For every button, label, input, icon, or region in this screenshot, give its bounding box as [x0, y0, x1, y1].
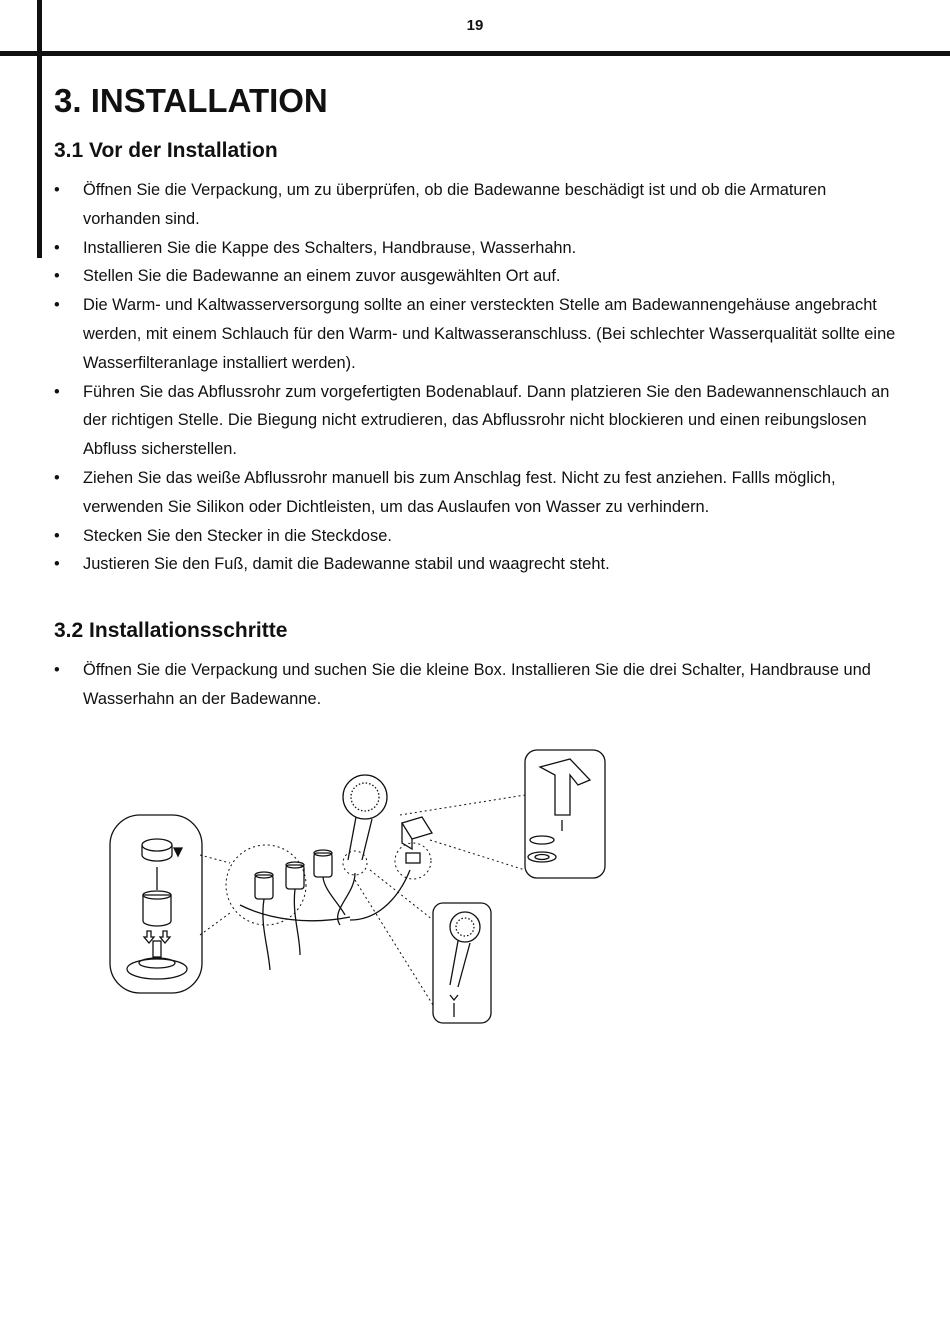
- leader-lines: [200, 795, 525, 1005]
- hand-shower: [338, 775, 410, 925]
- list-item: [54, 378, 904, 464]
- bullet-glyph: •: [54, 526, 60, 545]
- list-item: [54, 656, 904, 714]
- page-number: 19: [466, 17, 484, 34]
- bullet-glyph: •: [54, 181, 60, 199]
- section-3-1-list: [54, 176, 904, 579]
- bullet-glyph: •: [54, 296, 60, 315]
- installation-diagram: [100, 745, 620, 1030]
- list-item: [54, 176, 904, 234]
- section-3-2-title: 3.2 Installationsschritte: [54, 619, 288, 642]
- hand-shower-detail: [433, 903, 491, 1023]
- list-item-text: Öffnen Sie die Verpackung und suchen Sie die kleine Box. Installieren Sie die drei Schalter, Handbrause und Wasserhahn an der Badewanne.: [83, 661, 871, 708]
- chapter-heading: 3. INSTALLATION: [54, 82, 328, 119]
- bullet-glyph: •: [54, 238, 60, 257]
- bullet-glyph: •: [54, 382, 60, 401]
- three-valves: [240, 850, 350, 970]
- header-rule: [0, 51, 950, 56]
- list-item: [54, 550, 904, 579]
- list-item-text: Führen Sie das Abflussrohr zum vorgefertigten Bodenablauf. Dann platzieren Sie den Badewannenschlauch an der richtigen Stelle. Die Biegung nicht extrudieren, das Abflussrohr nicht blockieren und einen reibungslosen Abfluss sicherstellen.: [83, 382, 890, 459]
- bullet-glyph: •: [54, 468, 60, 487]
- list-item-text: Stecken Sie den Stecker in die Steckdose.: [83, 526, 392, 545]
- switch-cap-detail: [110, 815, 202, 993]
- bullet-glyph: •: [54, 661, 60, 679]
- bullet-glyph: •: [54, 555, 60, 574]
- valve-highlight-circle: [226, 845, 306, 925]
- list-item: [54, 291, 904, 377]
- bullet-glyph: •: [54, 267, 60, 286]
- list-item: [54, 234, 904, 263]
- faucet-detail: [525, 750, 605, 878]
- list-item: [54, 464, 904, 522]
- left-vertical-rule: [37, 0, 42, 258]
- list-item-text: Justieren Sie den Fuß, damit die Badewanne stabil und waagrecht steht.: [83, 555, 610, 574]
- list-item-text: Ziehen Sie das weiße Abflussrohr manuell bis zum Anschlag fest. Nicht zu fest anziehen. Fallls möglich, verwenden Sie Silikon oder Dichtleisten, um das Auslaufen von Wasser zu verhindern.: [83, 468, 836, 516]
- list-item: [54, 262, 904, 291]
- section-3-2-list: [54, 656, 904, 714]
- list-item-text: Die Warm- und Kaltwasserversorgung sollte an einer versteckten Stelle am Badewannengehäuse angebracht werden, mit einem Schlauch für den Warm- und Kaltwasseranschluss. (Bei schlechter Wasserqualität sollte eine Wasserfilteranlage installiert werden).: [83, 296, 896, 372]
- faucet: [395, 817, 432, 879]
- list-item-text: Stellen Sie die Badewanne an einem zuvor ausgewählten Ort auf.: [83, 267, 561, 286]
- section-3-1-title: 3.1 Vor der Installation: [54, 139, 278, 162]
- list-item-text: Öffnen Sie die Verpackung, um zu überprüfen, ob die Badewanne beschädigt ist und ob die Armaturen vorhanden sind.: [83, 181, 827, 228]
- list-item-text: Installieren Sie die Kappe des Schalters, Handbrause, Wasserhahn.: [83, 238, 577, 257]
- list-item: [54, 522, 904, 551]
